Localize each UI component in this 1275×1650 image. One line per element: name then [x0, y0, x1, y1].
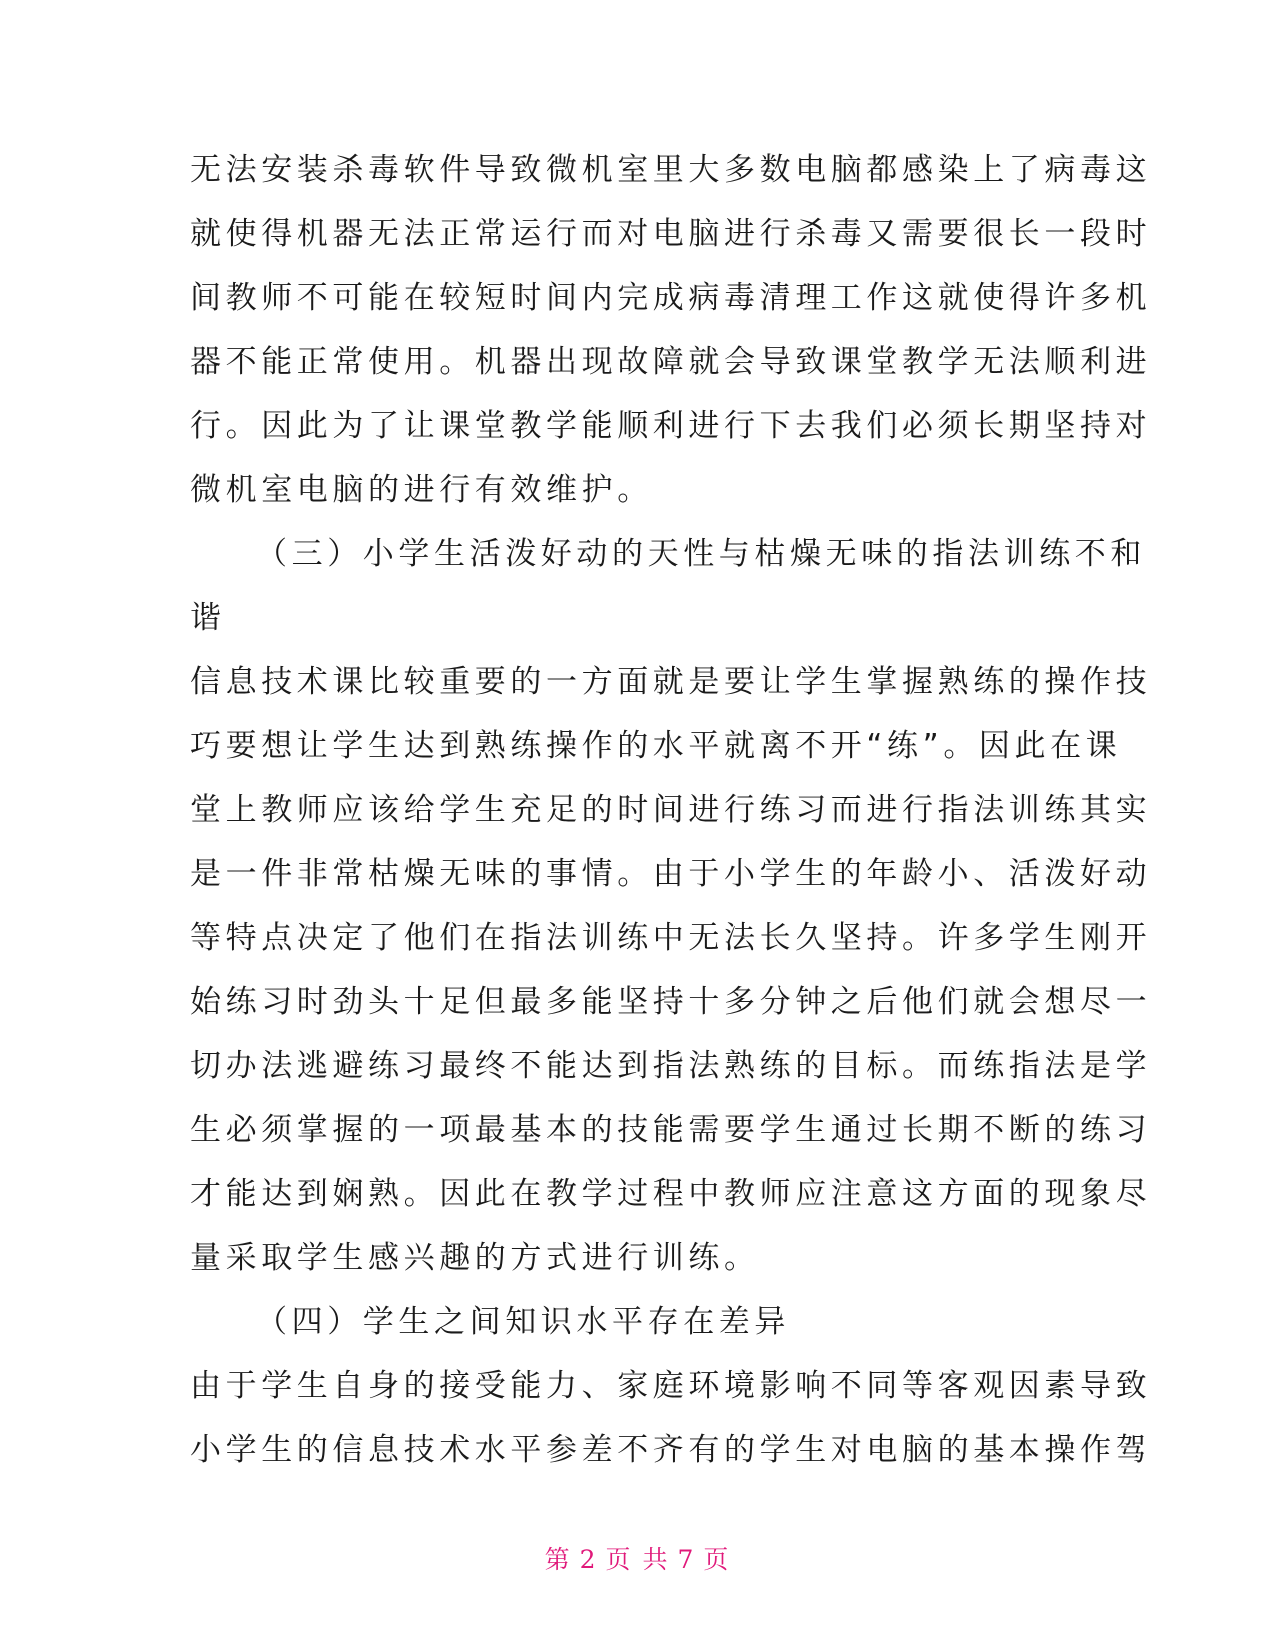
footer-mid: 页 共 — [605, 1545, 670, 1574]
section-heading-continuation: 谐 — [190, 600, 226, 636]
text-line: 间教师不可能在较短时间内完成病毒清理工作这就使得许多机 — [190, 280, 1152, 316]
section-heading: （四）学生之间知识水平存在差异 — [256, 1304, 790, 1340]
section-heading: （三）小学生活泼好动的天性与枯燥无味的指法训练不和 — [256, 536, 1146, 572]
text-line: 巧要想让学生达到熟练操作的水平就离不开“练”。因此在课 — [190, 728, 1122, 764]
footer-prefix: 第 — [544, 1545, 572, 1574]
footer-page-number: 2 — [579, 1545, 598, 1574]
text-line: 堂上教师应该给学生充足的时间进行练习而进行指法训练其实 — [190, 792, 1152, 828]
text-line: 切办法逃避练习最终不能达到指法熟练的目标。而练指法是学 — [190, 1048, 1152, 1084]
text-line: 是一件非常枯燥无味的事情。由于小学生的年龄小、活泼好动 — [190, 856, 1152, 892]
text-line: 信息技术课比较重要的一方面就是要让学生掌握熟练的操作技 — [190, 664, 1152, 700]
body-text — [190, 138, 1152, 1482]
text-line: 才能达到娴熟。因此在教学过程中教师应注意这方面的现象尽 — [190, 1176, 1152, 1212]
text-line: 等特点决定了他们在指法训练中无法长久坚持。许多学生刚开 — [190, 920, 1152, 956]
text-line: 无法安装杀毒软件导致微机室里大多数电脑都感染上了病毒这 — [190, 152, 1152, 188]
text-line: 始练习时劲头十足但最多能坚持十多分钟之后他们就会想尽一 — [190, 984, 1152, 1020]
footer-suffix: 页 — [703, 1545, 731, 1574]
text-line: 器不能正常使用。机器出现故障就会导致课堂教学无法顺利进 — [190, 344, 1152, 380]
text-line: 量采取学生感兴趣的方式进行训练。 — [190, 1240, 760, 1276]
text-line: 微机室电脑的进行有效维护。 — [190, 472, 653, 508]
text-line: 由于学生自身的接受能力、家庭环境影响不同等客观因素导致 — [190, 1368, 1152, 1404]
text-line: 小学生的信息技术水平参差不齐有的学生对电脑的基本操作驾 — [190, 1432, 1152, 1468]
text-line: 行。因此为了让课堂教学能顺利进行下去我们必须长期坚持对 — [190, 408, 1152, 444]
page-footer — [0, 1540, 1275, 1576]
text-line: 就使得机器无法正常运行而对电脑进行杀毒又需要很长一段时 — [190, 216, 1152, 252]
text-line: 生必须掌握的一项最基本的技能需要学生通过长期不断的练习 — [190, 1112, 1152, 1148]
footer-total-pages: 7 — [677, 1545, 696, 1574]
